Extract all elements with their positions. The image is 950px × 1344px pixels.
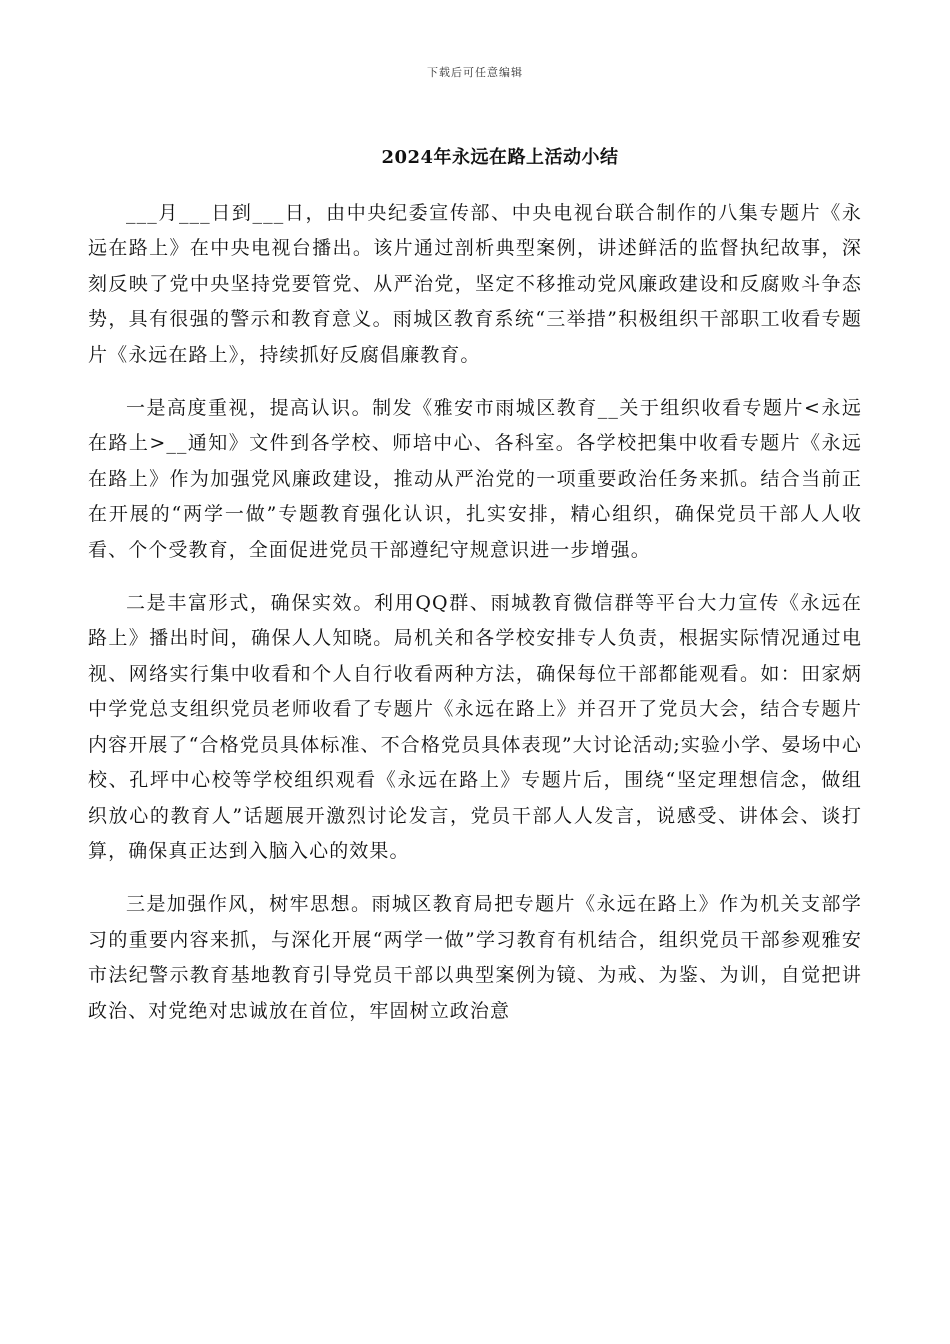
paragraph-point-two: 二是丰富形式，确保实效。利用QQ群、雨城教育微信群等平台大力宣传《永远在路上》播出时间，确保人人知晓。局机关和各学校安排专人负责，根据实际情况通过电视、网络实行集中收看和个人自行收看两种方法，确保每位干部都能观看。如：田家炳中学党总支组织党员老师收看了专题片《永远在路上》并召开了党员大会，结合专题片内容开展了“合格党员具体标准、不合格党员具体表现”大讨论活动;实验小学、晏场中心校、孔坪中心校等学校组织观看《永远在路上》专题片后，围绕“坚定理想信念，做组织放心的教育人”话题展开激烈讨论发言，党员干部人人发言，说感受、讲体会、谈打算，确保真正达到入脑入心的效果。 xyxy=(88,592,862,862)
header-note: 下载后可任意编辑 xyxy=(427,66,523,79)
document-body xyxy=(88,196,862,1047)
paragraph-point-one: 一是高度重视，提高认识。制发《雅安市雨城区教育__关于组织收看专题片<永远在路上>__通知》文件到各学校、师培中心、各科室。各学校把集中收看专题片《永远在路上》作为加强党风廉政建设，推动从严治党的一项重要政治任务来抓。结合当前正在开展的“两学一做”专题教育强化认识，扎实安排，精心组织，确保党员干部人人收看、个个受教育，全面促进党员干部遵纪守规意识进一步增强。 xyxy=(88,397,862,561)
paragraph-intro: ___月___日到___日，由中央纪委宣传部、中央电视台联合制作的八集专题片《永远在路上》在中央电视台播出。该片通过剖析典型案例，讲述鲜活的监督执纪故事，深刻反映了党中央坚持党要管党、从严治党，坚定不移推动党风廉政建设和反腐败斗争态势，具有很强的警示和教育意义。雨城区教育系统“三举措”积极组织干部职工收看专题片《永远在路上》，持续抓好反腐倡廉教育。 xyxy=(88,202,862,366)
document-title: 2024年永远在路上活动小结 xyxy=(381,147,619,168)
paragraph-point-three: 三是加强作风，树牢思想。雨城区教育局把专题片《永远在路上》作为机关支部学习的重要内容来抓，与深化开展“两学一做”学习教育有机结合，组织党员干部参观雅安市法纪警示教育基地教育引导党员干部以典型案例为镜、为戒、为鉴、为训，自觉把讲政治、对党绝对忠诚放在首位，牢固树立政治意 xyxy=(88,893,862,1022)
